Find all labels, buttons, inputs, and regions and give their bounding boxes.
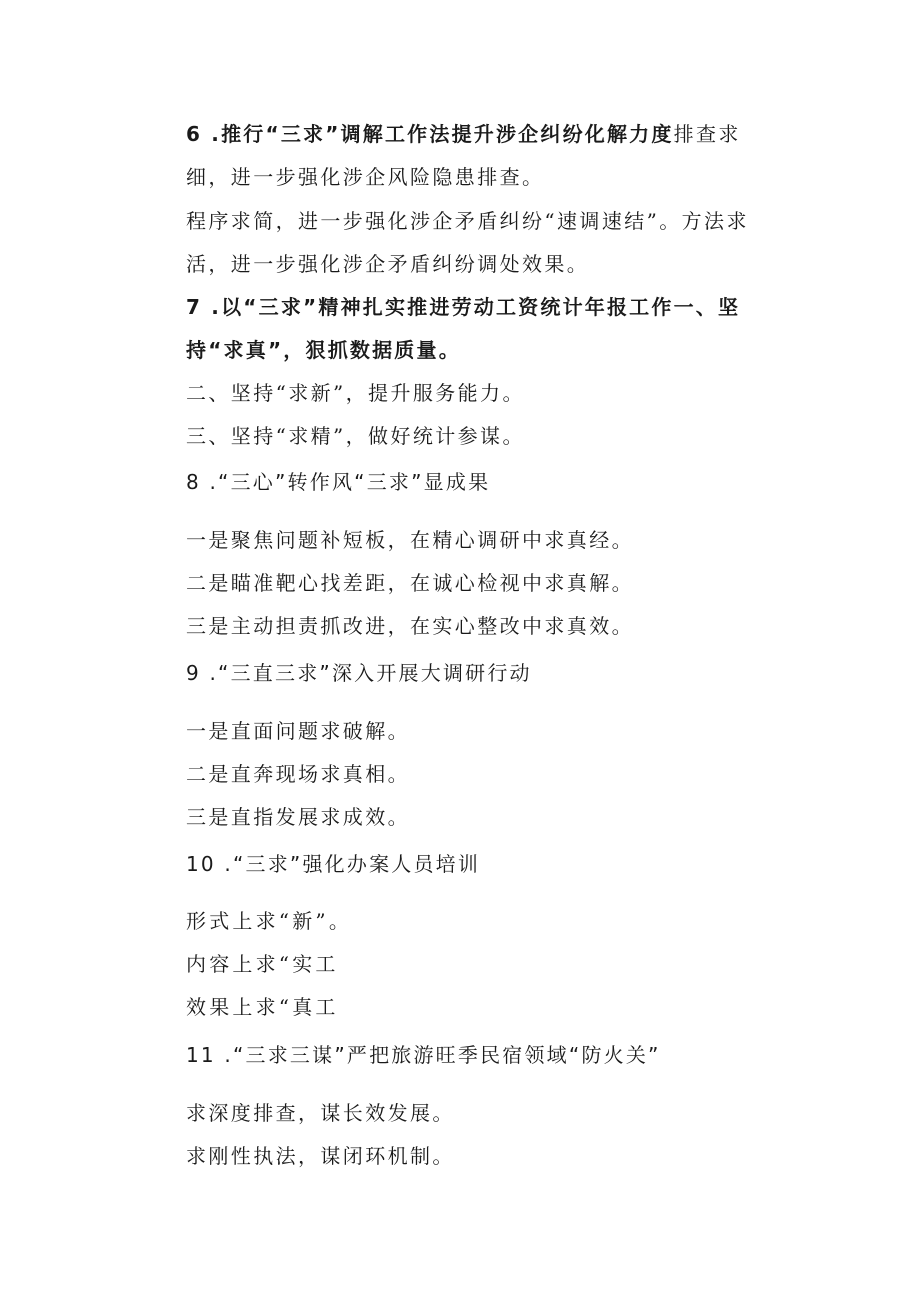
section-8-heading: 8 .“三心”转作风“三求”显成果: [186, 470, 491, 494]
section-8-item-1: 一是聚焦问题补短板，在精心调研中求真经。: [186, 528, 634, 552]
section-10-item-2: 内容上求“实工: [186, 952, 339, 976]
section-8-item-2: 二是瞄准靶心找差距，在诚心检视中求真解。: [186, 571, 634, 595]
section-9-item-1: 一是直面问题求破解。: [186, 719, 410, 743]
section-9-item-3: 三是直指发展求成效。: [186, 805, 410, 829]
section-6-heading-bold: 6 .推行“三求”调解工作法提升涉企纠纷化解力度: [186, 122, 674, 146]
section-10-item-3: 效果上求“真工: [186, 995, 339, 1019]
section-10-item-1: 形式上求“新”。: [186, 909, 353, 933]
section-6-heading: [186, 120, 766, 148]
section-9-item-2: 二是直奔现场求真相。: [186, 762, 410, 786]
section-11-item-1: 求深度排查，谋长效发展。: [186, 1101, 455, 1125]
section-7-heading-line2: 持“求真”，狠抓数据质量。: [186, 338, 461, 362]
section-11-heading: 11 .“三求三谋”严把旅游旺季民宿领域“防火关”: [186, 1043, 661, 1067]
section-11-item-2: 求刚性执法，谋闭环机制。: [186, 1144, 455, 1168]
section-6-heading-line2: 细，进一步强化涉企风险隐患排查。: [186, 165, 545, 189]
section-8-item-3: 三是主动担责抓改进，在实心整改中求真效。: [186, 614, 634, 638]
section-6-item-2: 活，进一步强化涉企矛盾纠纷调处效果。: [186, 252, 590, 276]
section-7-item-1: 二、坚持“求新”，提升服务能力。: [186, 381, 525, 405]
section-10-heading: 10 .“三求”强化办案人员培训: [186, 852, 481, 876]
section-7-heading-line1: 7 .以“三求”精神扎实推进劳动工资统计年报工作一、坚: [186, 295, 741, 319]
section-6-heading-rest: 排查求: [673, 122, 741, 146]
section-6-item-1: 程序求简，进一步强化涉企矛盾纠纷“速调速结”。方法求: [186, 209, 749, 233]
section-9-heading: 9 .“三直三求”深入开展大调研行动: [186, 661, 532, 685]
section-7-item-2: 三、坚持“求精”，做好统计参谋。: [186, 424, 525, 448]
